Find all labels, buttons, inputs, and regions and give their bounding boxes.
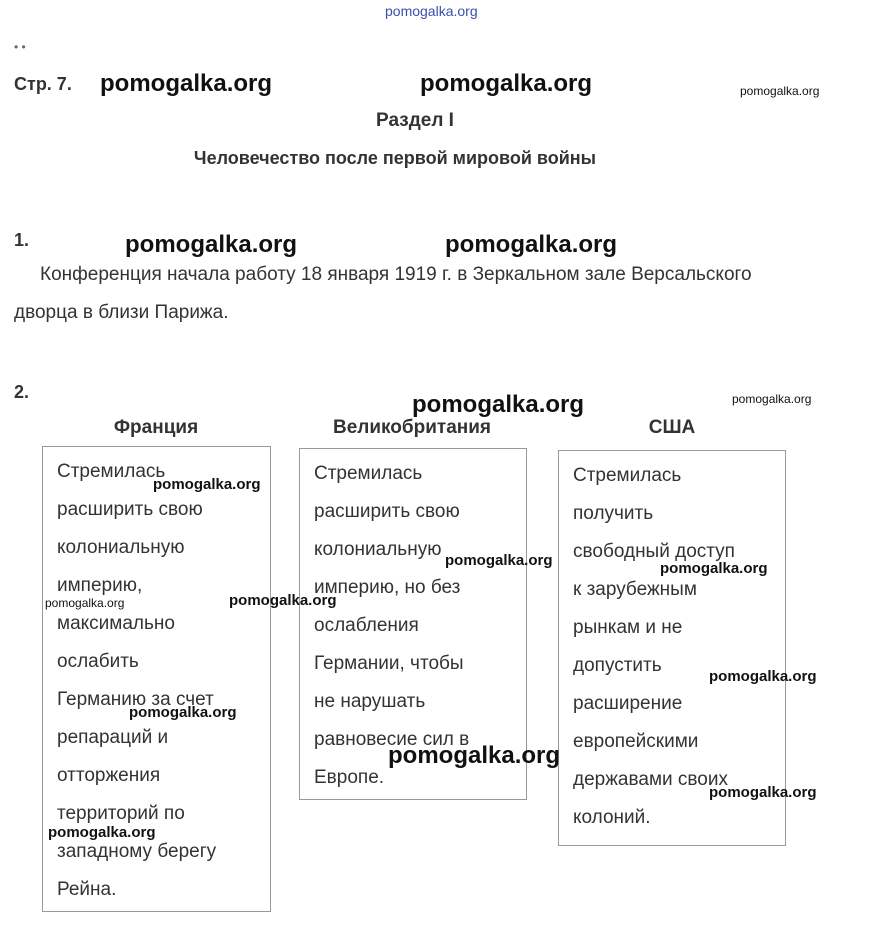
box-line: расширить свою [57, 499, 203, 520]
box-france [42, 446, 271, 912]
box-line: допустить [573, 655, 662, 676]
box-line: расширение [573, 693, 683, 714]
task-1-number: 1. [14, 230, 30, 250]
section-subtitle: Человечество после первой мировой войны [193, 148, 597, 168]
task-1-line-1: Конференция начала работу 18 января 1919 г. в Зеркальном зале Версальского [40, 264, 752, 285]
column-heading-usa: США [648, 417, 696, 438]
box-line: державами своих [573, 769, 728, 790]
box-line: не нарушать [314, 691, 426, 712]
watermark: pomogalka.org [125, 231, 298, 258]
box-line: максимально [57, 613, 175, 634]
watermark: pomogalka.org [420, 70, 593, 97]
box-line: расширить свою [314, 501, 460, 522]
box-line: западному берегу [57, 841, 217, 862]
box-line: колониальную [57, 537, 185, 558]
box-line: европейскими [573, 731, 699, 752]
watermark: pomogalka.org [45, 596, 125, 610]
watermark: pomogalka.org [229, 592, 337, 609]
watermark: pomogalka.org [129, 704, 237, 721]
box-line: рынкам и не [573, 617, 683, 638]
box-line: Германии, чтобы [314, 653, 464, 674]
box-line: ослабить [57, 651, 139, 672]
box-line: Стремилась [573, 465, 682, 486]
watermark: pomogalka.org [445, 231, 618, 258]
watermark: pomogalka.org [709, 668, 817, 685]
column-heading-france: Франция [113, 417, 199, 438]
box-line: Европе. [314, 767, 385, 788]
watermark: pomogalka.org [388, 742, 561, 769]
box-line: отторжения [57, 765, 161, 786]
box-line: империю, [57, 575, 143, 596]
box-line: получить [573, 503, 654, 524]
section-title: Раздел I [376, 110, 454, 131]
watermark: pomogalka.org [660, 560, 768, 577]
watermark: pomogalka.org [100, 70, 273, 97]
watermark: pomogalka.org [709, 784, 817, 801]
watermark: pomogalka.org [153, 476, 261, 493]
watermark: pomogalka.org [48, 824, 156, 841]
watermark-top: pomogalka.org [385, 3, 478, 19]
watermark: pomogalka.org [740, 84, 820, 98]
watermark: pomogalka.org [445, 552, 553, 569]
box-line: ослабления [314, 615, 419, 636]
box-line: Стремилась [314, 463, 423, 484]
watermark: pomogalka.org [412, 391, 585, 418]
watermark: pomogalka.org [732, 392, 812, 406]
box-line: репараций и [57, 727, 169, 748]
page-dots: • • [14, 40, 26, 54]
box-line: территорий по [57, 803, 185, 824]
task-2-number: 2. [14, 382, 30, 402]
box-line: к зарубежным [573, 579, 697, 600]
task-1-line-2: дворца в близи Парижа. [14, 302, 229, 323]
box-line: Германию за счет [57, 689, 214, 710]
box-line: колониальную [314, 539, 442, 560]
column-heading-britain: Великобритания [332, 417, 492, 438]
box-line: Рейна. [57, 879, 117, 900]
box-line: равновесие сил в [314, 729, 470, 750]
page-label: Стр. 7. [14, 74, 72, 94]
box-line: Стремилась [57, 461, 166, 482]
box-line: свободный доступ [573, 541, 735, 562]
box-line: колоний. [573, 807, 651, 828]
box-line: империю, но без [314, 577, 461, 598]
